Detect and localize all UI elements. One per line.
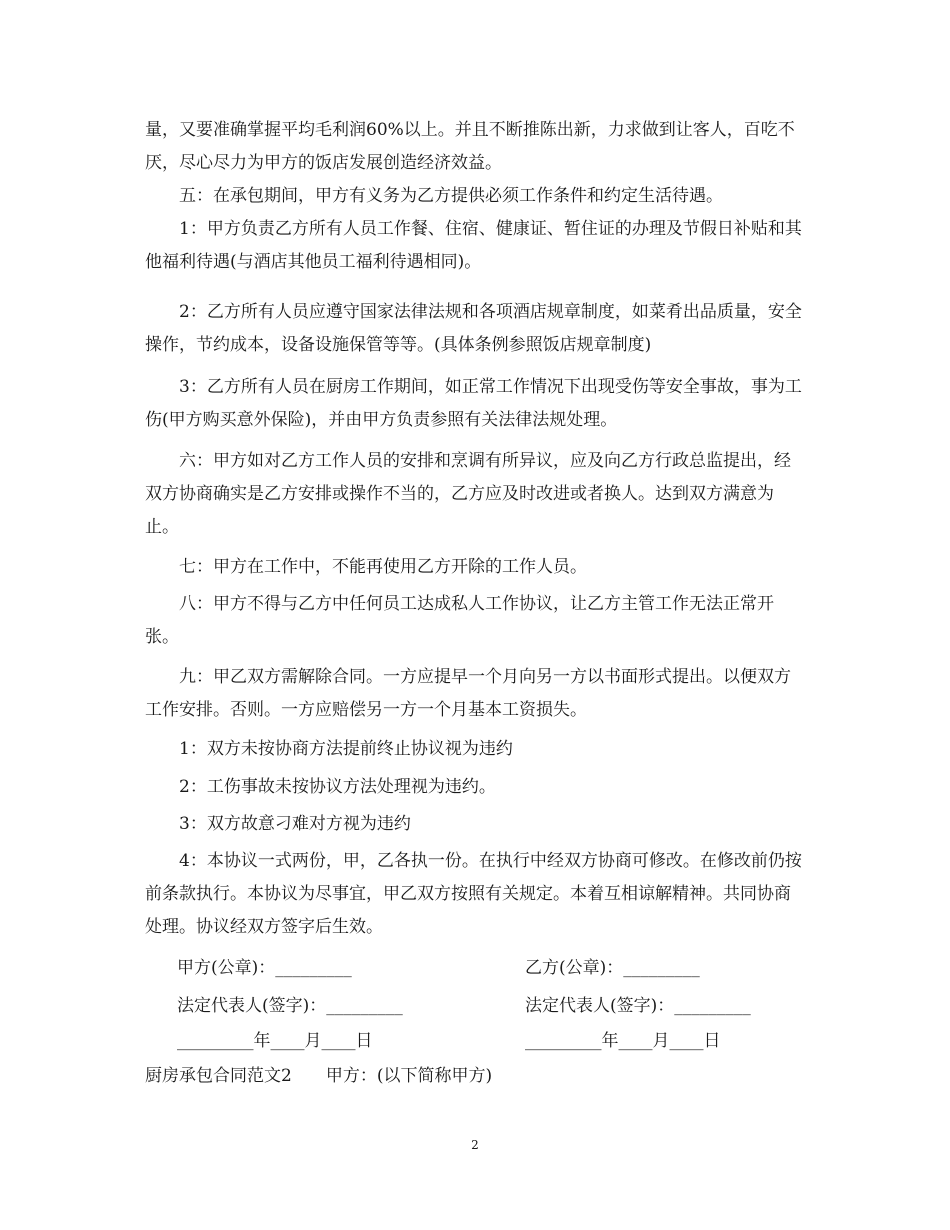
paragraph-five-3 — [145, 371, 805, 437]
paragraph-text: 九：甲乙双方需解除合同。一方应提早一个月向另一方以书面形式提出。以便双方工作安排。否则。一方应赔偿另一方一个月基本工资损失。 — [145, 667, 791, 720]
paragraph-eight — [145, 588, 805, 654]
paragraph-text: 五：在承包期间，甲方有义务为乙方提供必须工作条件和约定生活待遇。 — [179, 186, 723, 206]
next-contract-heading: 厨房承包合同范文2 甲方：(以下简称甲方) — [145, 1066, 493, 1086]
paragraph-six — [145, 445, 805, 544]
paragraph-five-1 — [145, 213, 805, 279]
paragraph-nine — [145, 661, 805, 727]
paragraph-text: 3：乙方所有人员在厨房工作期间，如正常工作情况下出现受伤等安全事故，事为工伤(甲方购买意外保险)，并由甲方负责参照有关法律法规处理。 — [145, 377, 802, 430]
paragraph-five-2 — [145, 296, 805, 362]
paragraph-text: 4：本协议一式两份，甲，乙各执一份。在执行中经双方协商可修改。在修改前仍按前条款执行。本协议为尽事宜，甲乙双方按照有关规定。本着互相谅解精神。共同协商处理。协议经双方签字后生效。 — [145, 851, 802, 937]
paragraph-text: 八：甲方不得与乙方中任何员工达成私人工作协议，让乙方主管工作无法正常开张。 — [145, 594, 774, 647]
party-a-seal-line: 甲方(公章)：_________ — [177, 958, 352, 978]
paragraph-nine-2 — [145, 771, 805, 804]
paragraph-text: 量，又要准确掌握平均毛利润60%以上。并且不断推陈出新，力求做到让客人，百吃不厌，尽心尽力为甲方的饭店发展创造经济效益。 — [145, 120, 795, 173]
page-number: 2 — [471, 1138, 479, 1152]
paragraph-text: 2：工伤事故未按协议方法处理视为违约。 — [179, 777, 496, 797]
party-a-representative-line: 法定代表人(签字)：_________ — [177, 996, 403, 1016]
paragraph-nine-1 — [145, 733, 805, 766]
party-b-date-line: _________年____月____日 — [525, 1031, 721, 1051]
paragraph-text: 2：乙方所有人员应遵守国家法律法规和各项酒店规章制度，如菜肴出品质量，安全操作，节约成本，设备设施保管等等。(具体条例参照饭店规章制度) — [145, 302, 802, 355]
paragraph-nine-4 — [145, 845, 805, 944]
party-b-representative-line: 法定代表人(签字)：_________ — [525, 996, 751, 1016]
paragraph-nine-3 — [145, 808, 805, 841]
paragraph-five — [145, 180, 805, 213]
paragraph-seven — [145, 551, 805, 584]
paragraph-text: 3：双方故意刁难对方视为违约 — [179, 814, 411, 834]
paragraph-text: 1：双方未按协商方法提前终止协议视为违约 — [179, 739, 513, 759]
paragraph-text: 1：甲方负责乙方所有人员工作餐、住宿、健康证、暂住证的办理及节假日补贴和其他福利待遇(与酒店其他员工福利待遇相同)。 — [145, 219, 802, 272]
party-a-date-line: _________年____月____日 — [177, 1031, 373, 1051]
paragraph-profit — [145, 114, 805, 180]
paragraph-text: 七：甲方在工作中，不能再使用乙方开除的工作人员。 — [179, 557, 587, 577]
party-b-seal-line: 乙方(公章)：_________ — [525, 958, 700, 978]
paragraph-text: 六：甲方如对乙方工作人员的安排和烹调有所异议，应及向乙方行政总监提出，经双方协商确实是乙方安排或操作不当的，乙方应及时改进或者换人。达到双方满意为止。 — [145, 451, 791, 537]
